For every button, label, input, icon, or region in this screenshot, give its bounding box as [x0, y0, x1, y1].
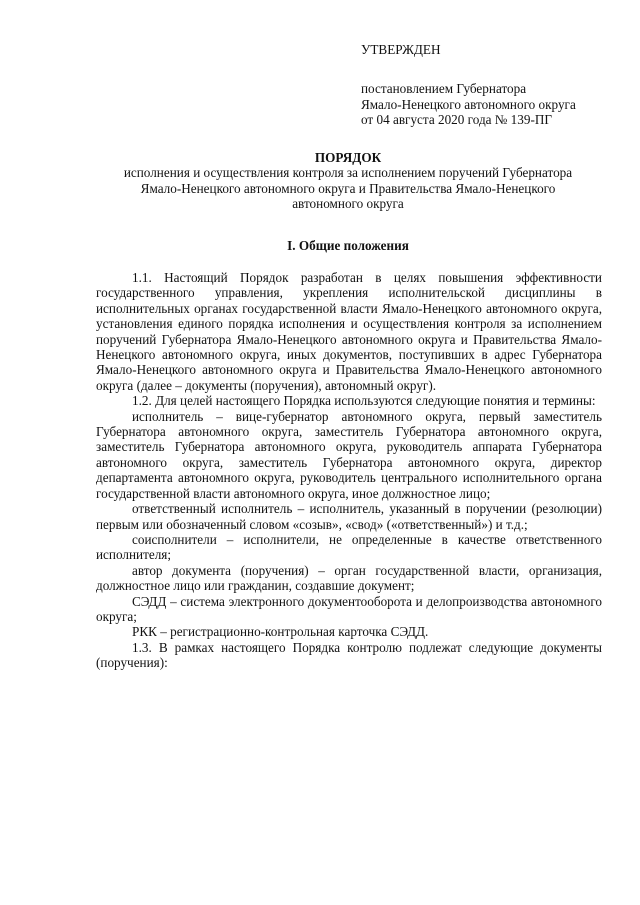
paragraph-1-2: 1.2. Для целей настоящего Порядка используются следующие понятия и термины:	[132, 393, 596, 409]
approval-line-date: от 04 августа 2020 года № 139-ПГ	[361, 112, 552, 128]
term-executor: исполнитель – вице-губернатор автономного округа, первый заместитель Губернатора автономного округа, заместитель Губернатора автономного округа, заместитель Губернатора автономного округа, руководитель аппарата Губернатора автономного округа, заместитель Губернатора автономного округа, директор департамента автономного округа, руководитель центрального исполнительного органа государственной власти автономного округа, иное должностное лицо;	[96, 408, 602, 501]
document-subtitle-line-3: автономного округа	[292, 196, 404, 212]
paragraph-1-1: 1.1. Настоящий Порядок разработан в целях повышения эффективности государственного управления, укрепления исполнительской дисциплины в исполнительных органах государственной власти Ямало-Ненецкого автономного округа, установления единого порядка исполнения и осуществления контроля за исполнением поручений Губернатора Ямало-Ненецкого автономного округа и Правительства Ямало-Ненецкого автономного округа, иных документов, поступивших в адрес Губернатора Ямало-Ненецкого автономного округа и Правительства Ямало-Ненецкого автономного округа (далее – документы (поручения), автономный округ).	[96, 270, 602, 393]
section-heading: I. Общие положения	[287, 238, 409, 253]
term-co-executors: соисполнители – исполнители, не определенные в качестве ответственного исполнителя;	[96, 531, 602, 563]
document-body	[96, 270, 602, 671]
term-document-author: автор документа (поручения) – орган государственной власти, организация, должностное лицо или гражданин, создавшие документ;	[96, 562, 602, 594]
term-responsible-executor: ответственный исполнитель – исполнитель, указанный в поручении (резолюции) первым или обозначенный словом «созыв», «свод» («ответственный») и т.д.;	[96, 501, 602, 532]
document-subtitle-line-2: Ямало-Ненецкого автономного округа и Правительства Ямало-Ненецкого	[140, 180, 556, 196]
approval-line-decree: постановлением Губернатора	[361, 81, 527, 97]
document-subtitle-line-1: исполнения и осуществления контроля за исполнением поручений Губернатора	[123, 165, 573, 181]
approval-stamp	[361, 42, 631, 128]
document-title: ПОРЯДОК	[314, 150, 382, 165]
approval-line-region: Ямало-Ненецкого автономного округа	[361, 96, 576, 112]
paragraph-1-3: 1.3. В рамках настоящего Порядка контролю подлежат следующие документы (поручения):	[96, 639, 602, 671]
term-sedd: СЭДД – система электронного документооборота и делопроизводства автономного округа;	[96, 593, 602, 624]
approval-title: УТВЕРЖДЕН	[361, 42, 441, 57]
document-title-block	[88, 150, 608, 212]
term-rkk: РКК – регистрационно-контрольная карточка СЭДД.	[132, 624, 429, 640]
